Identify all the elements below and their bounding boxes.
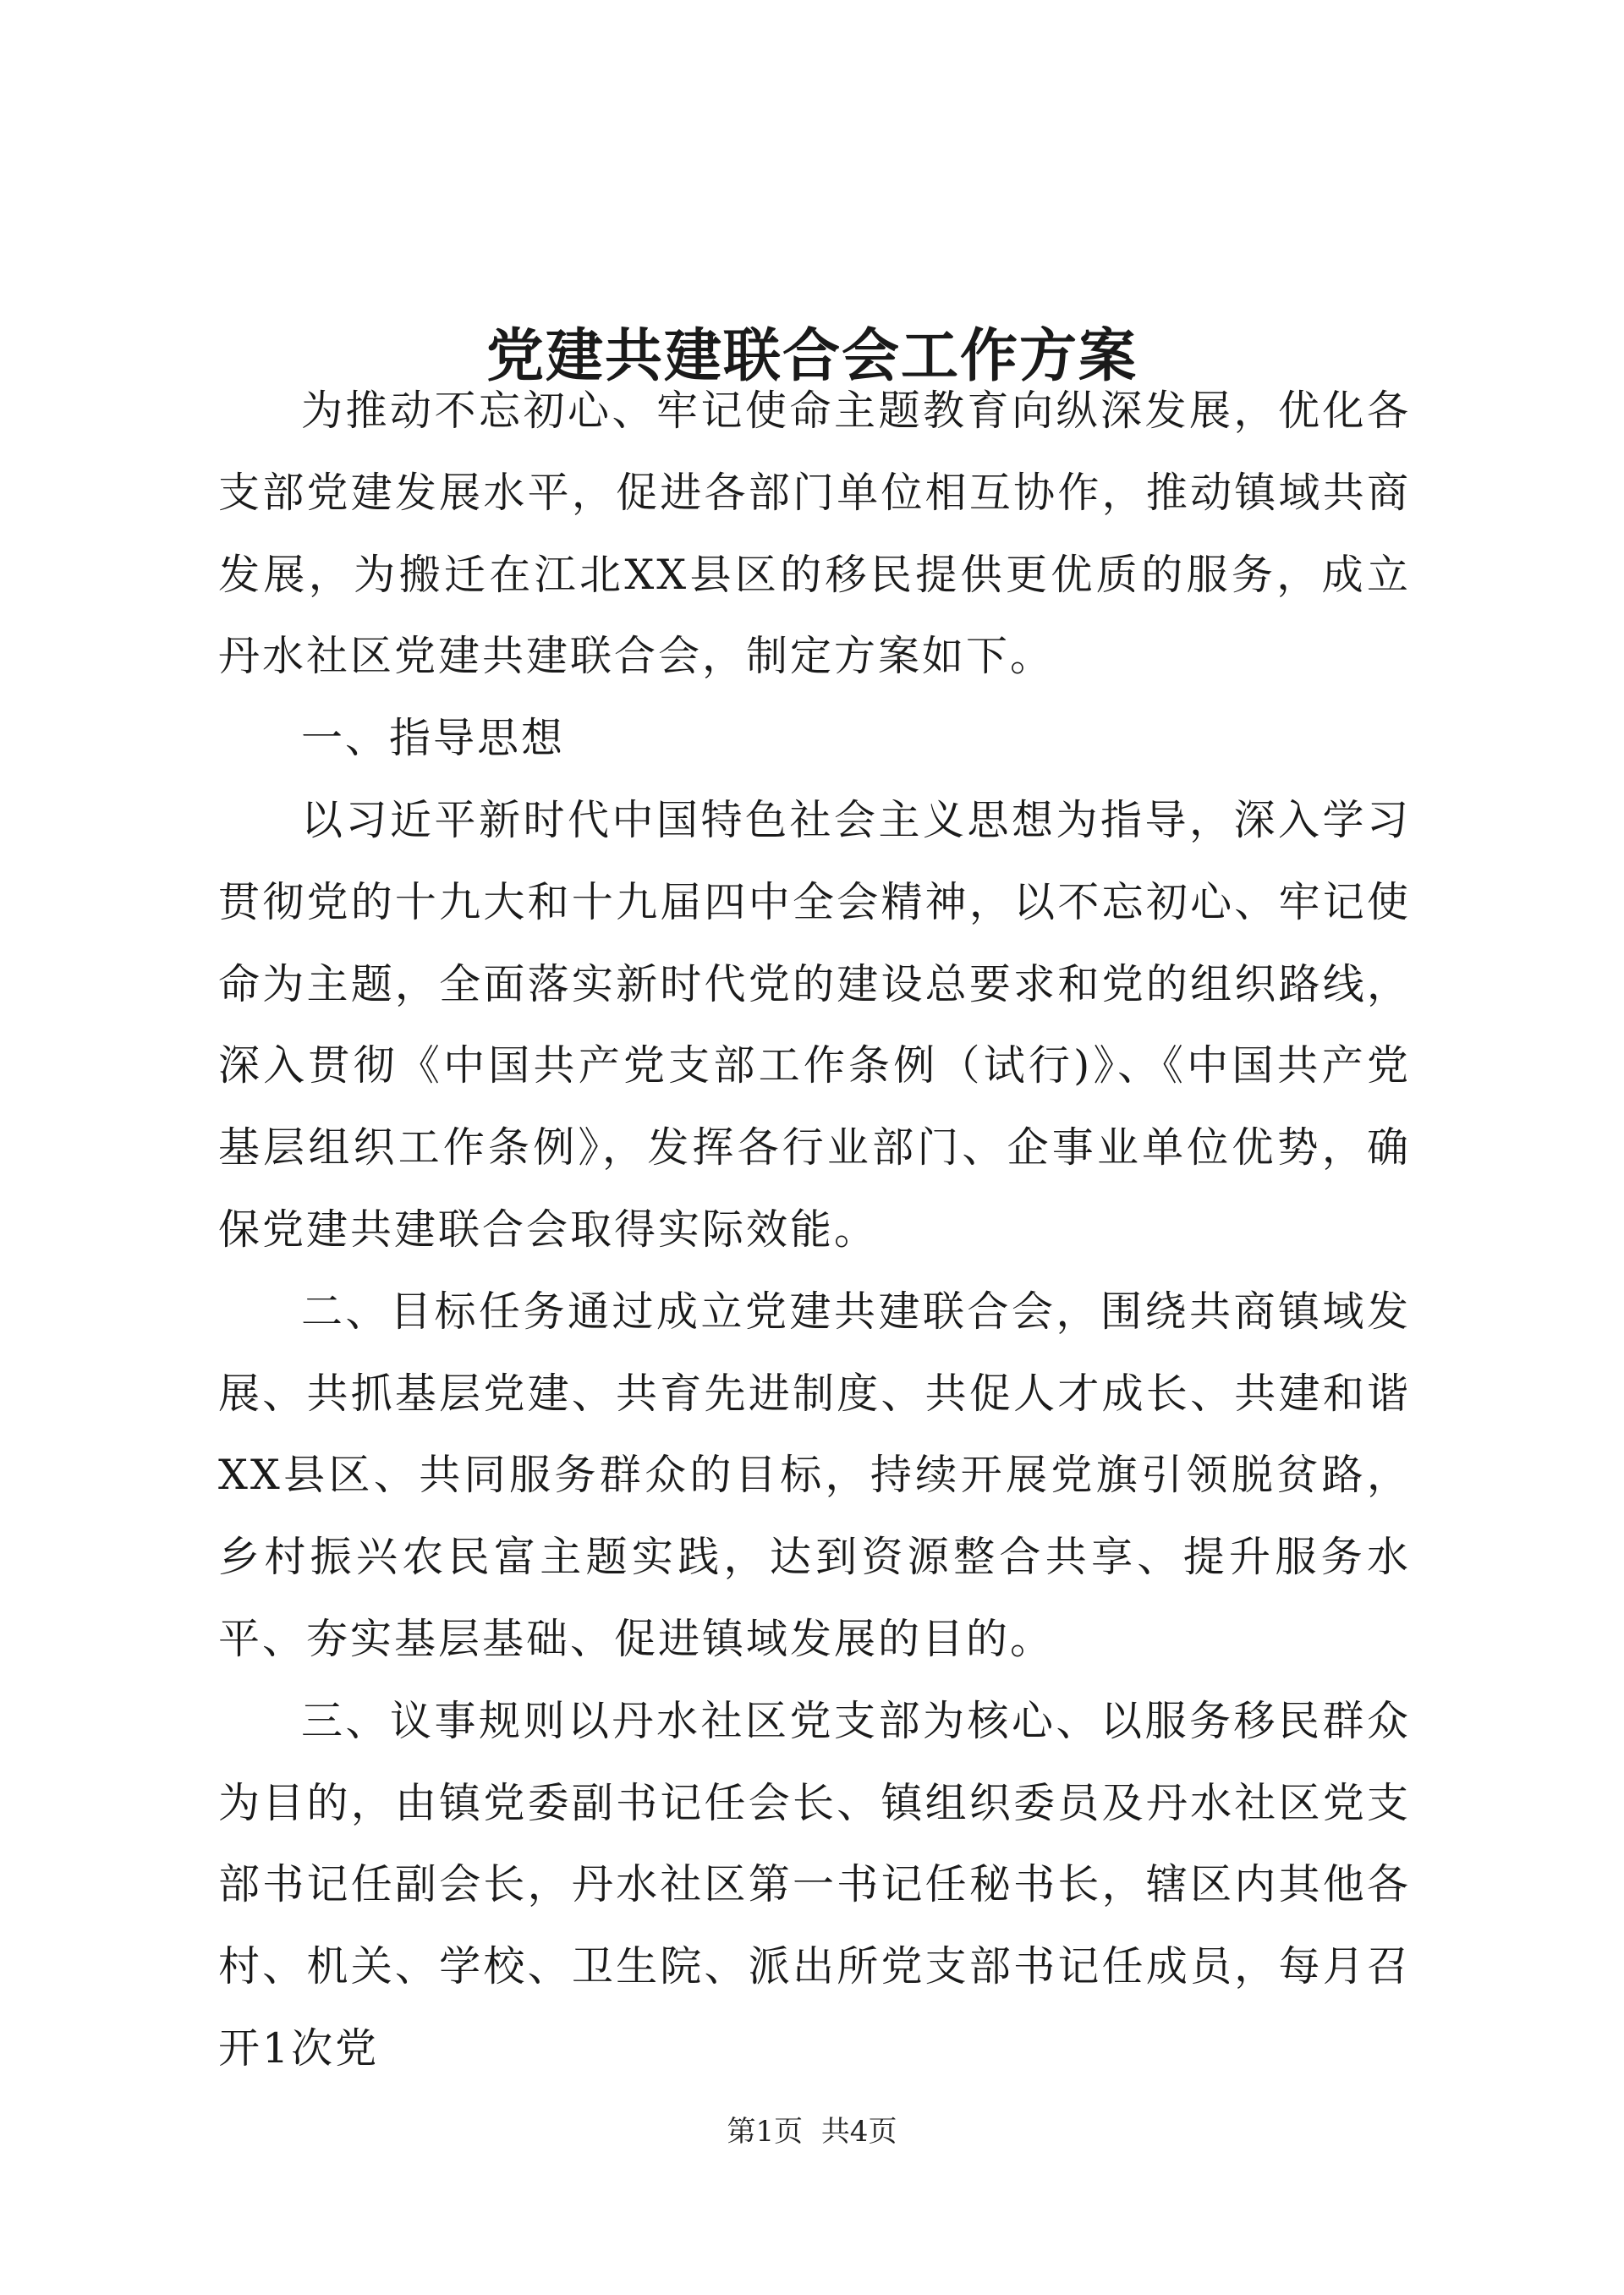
page-number: 第1页 xyxy=(727,2115,804,2149)
page-total: 共4页 xyxy=(820,2115,897,2149)
footer-spacer xyxy=(803,2115,821,2149)
page-footer xyxy=(0,2115,1624,2150)
paragraph-guiding-ideology: 以习近平新时代中国特色社会主义思想为指导，深入学习贯彻党的十九大和十九届四中全会精神，以不忘初心、牢记使命为主题，全面落实新时代党的建设总要求和党的组织路线，深入贯彻《中国共产党支部工作条例（试行)》、《中国共产党基层组织工作条例》，发挥各行业部门、企事业单位优势，确保党建共建联合会取得实际效能。 xyxy=(218,795,1411,1254)
paragraph-intro: 为推动不忘初心、牢记使命主题教育向纵深发展，优化各支部党建发展水平，促进各部门单位相互协作，推动镇域共商发展，为搬迁在江北XX县区的移民提供更优质的服务，成立丹水社区党建共建联合会，制定方案如下。 xyxy=(218,387,1411,681)
section-heading-guiding-ideology: 一、指导思想 xyxy=(301,714,566,763)
document-title: 党建共建联合会工作方案 xyxy=(486,321,1138,390)
paragraph-goals-tasks: 二、目标任务通过成立党建共建联合会，围绕共商镇域发展、共抓基层党建、共育先进制度、共促人才成长、共建和谐XX县区、共同服务群众的目标，持续开展党旗引领脱贫路，乡村振兴农民富主题实践，达到资源整合共享、提升服务水平、夯实基层基础、促进镇域发展的目的。 xyxy=(218,1287,1411,1663)
paragraph-rules: 三、议事规则以丹水社区党支部为核心、以服务移民群众为目的，由镇党委副书记任会长、镇组织委员及丹水社区党支部书记任副会长，丹水社区第一书记任秘书长，辖区内其他各村、机关、学校、卫生院、派出所党支部书记任成员，每月召开1次党 xyxy=(218,1696,1411,2073)
document-body xyxy=(218,371,1411,2090)
